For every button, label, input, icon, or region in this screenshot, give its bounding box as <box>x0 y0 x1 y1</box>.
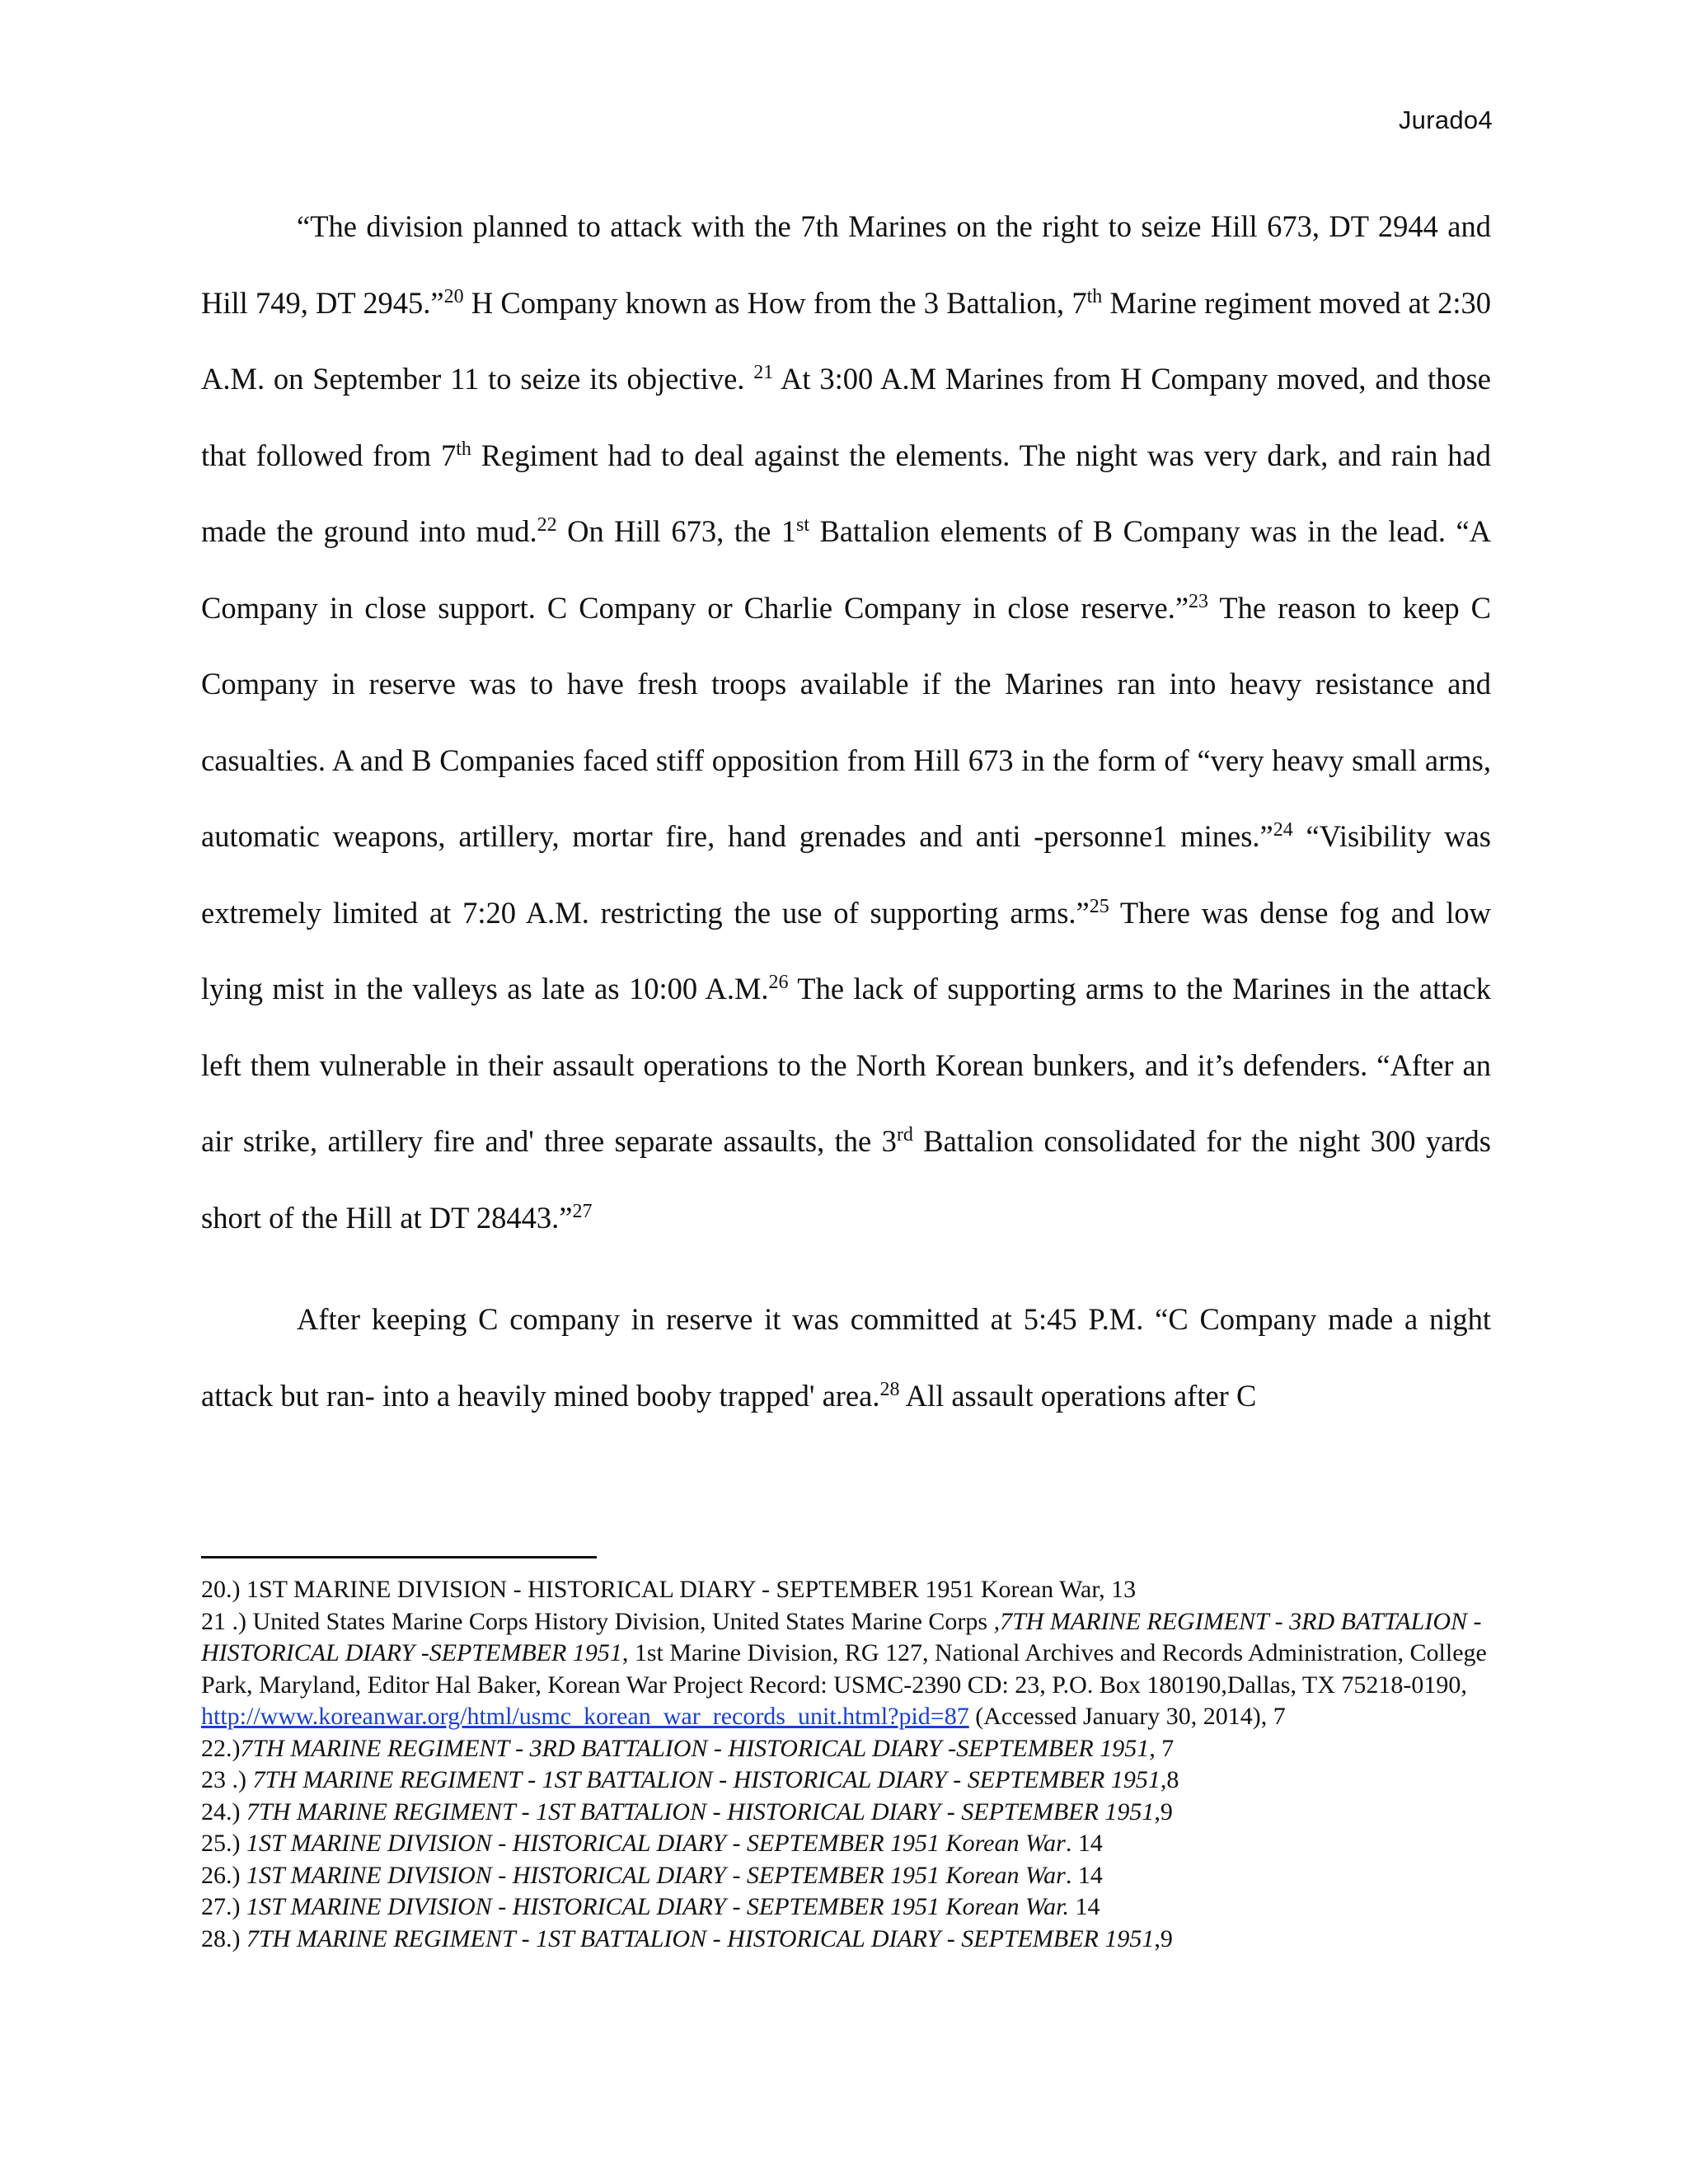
text-run: “Visibility was extremely limited at 7:20 A.M. restricting the use of supporting arms.” <box>201 819 1492 930</box>
text-run: . 14 <box>1065 1830 1103 1857</box>
footnotes <box>201 1574 1487 1955</box>
text-run: 21 .) United States Marine Corps History Division, United States Marine Corps <box>201 1607 994 1635</box>
citation-title: 7TH MARINE REGIMENT - 1ST BATTALION - HISTORICAL DIARY - SEPTEMBER 1951 <box>246 1797 1155 1825</box>
footnote-reference: 26 <box>768 972 789 993</box>
text-run: 14 <box>1069 1893 1100 1920</box>
citation-title: 7TH MARINE REGIMENT - 1ST BATTALION - HISTORICAL DIARY - SEPTEMBER 1951 <box>252 1766 1160 1793</box>
text-run: “The division planned to attack with the 7th Marines on the right to seize Hill 673, DT 2944 and Hill 749, DT 2945.” <box>201 209 1491 320</box>
text-run: Regiment had to deal against the elements. The night was very dark, and rain had made the ground into mud. <box>201 438 1491 548</box>
citation-title: 1ST MARINE DIVISION - HISTORICAL DIARY - SEPTEMBER 1951 Korean War <box>246 1830 1066 1857</box>
footnote <box>201 1891 1487 1924</box>
footnote-reference: 24 <box>1273 819 1293 841</box>
text-run: The reason to keep C Company in reserve was to have fresh troops available if the Marines ran into heavy resistance and casualties. A and B Companies faced stiff opposition from Hill 673 in the form of “very heavy small arms, automatic weapons, artillery, mortar fire, hand grenades and anti -personne1 mines.” <box>201 590 1491 853</box>
footnote-reference: th <box>456 438 471 460</box>
text-run: Battalion elements of B Company was in the lead. “A Company in close support. C Company or Charlie Company in close reserve.” <box>201 514 1492 625</box>
footnote-reference: 23 <box>1189 590 1209 612</box>
footnote-reference: 21 <box>753 362 774 383</box>
text-run: 23 .) <box>201 1766 253 1793</box>
text-run: (Accessed January 30, 2014), 7 <box>968 1703 1286 1730</box>
text-run: 22.) <box>201 1734 241 1762</box>
text-run: H Company known as How from the 3 Battalion, 7 <box>463 285 1087 320</box>
text-run: 7 <box>1155 1734 1175 1762</box>
footnote-reference: st <box>796 514 810 536</box>
text-run: After keeping C company in reserve it was committed at 5:45 P.M. “C Company made a night attack but ran- into a heavily mined booby trapped' area. <box>201 1302 1491 1413</box>
citation-title: 1ST MARINE DIVISION - HISTORICAL DIARY - SEPTEMBER 1951 Korean War <box>246 1861 1066 1889</box>
text-run: 26.) <box>201 1861 246 1889</box>
text-run: . 14 <box>1065 1861 1103 1889</box>
footnote <box>201 1765 1487 1797</box>
footnote-reference: 22 <box>537 514 557 536</box>
citation-title: 1ST MARINE DIVISION - HISTORICAL DIARY - SEPTEMBER 1951 Korean War. <box>246 1893 1070 1920</box>
paragraph <box>201 1282 1491 1434</box>
text-run: 24.) <box>201 1797 246 1825</box>
footnote <box>201 1797 1487 1829</box>
paragraph <box>201 189 1491 1256</box>
footnote-reference: th <box>1086 285 1103 307</box>
text-run: On Hill 673, the 1 <box>556 514 797 548</box>
footnote <box>201 1924 1487 1956</box>
citation-title: ,7TH MARINE REGIMENT - 3RD BATTALION - HISTORICAL DIARY -SEPTEMBER 1951 <box>201 1607 1482 1666</box>
footnote <box>201 1828 1487 1860</box>
text-run: The lack of supporting arms to the Marines in the attack left them vulnerable in their assault operations to the North Korean bunkers, and it’s defenders. “After an air strike, artillery fire and' three separate assaults, the 3 <box>201 972 1491 1158</box>
text-run: At 3:00 A.M Marines from H Company moved, and those that followed from 7 <box>201 362 1491 472</box>
footnote <box>201 1733 1487 1765</box>
footnote <box>201 1606 1487 1733</box>
text-run: All assault operations after C <box>899 1378 1257 1413</box>
footnote-reference: 27 <box>572 1200 593 1222</box>
footnote-reference: 25 <box>1089 895 1109 917</box>
text-run: 20.) 1ST MARINE DIVISION - HISTORICAL DIARY - SEPTEMBER 1951 Korean War, 13 <box>201 1576 1137 1603</box>
text-run: ,8 <box>1160 1766 1179 1793</box>
text-run: Marine regiment moved at 2:30 A.M. on September 11 to seize its objective. <box>201 285 1492 396</box>
footnote-divider <box>201 1556 597 1558</box>
text-run: 27.) <box>201 1893 246 1920</box>
citation-link[interactable]: http://www.koreanwar.org/html/usmc_korean_war_records_unit.html?pid=87 <box>201 1703 969 1730</box>
text-run: 25.) <box>201 1830 246 1857</box>
citation-title: 7TH MARINE REGIMENT - 1ST BATTALION - HISTORICAL DIARY - SEPTEMBER 1951 <box>246 1924 1155 1952</box>
text-run: There was dense fog and low lying mist in the valleys as late as 10:00 A.M. <box>201 895 1491 1005</box>
text-run: ,9 <box>1154 1924 1173 1952</box>
footnote-reference: 28 <box>879 1378 900 1400</box>
footnote-reference: 20 <box>443 285 464 307</box>
text-run: , 1st Marine Division, RG 127, National Archives and Records Administration, College Park, Maryland, Editor Hal Baker, Korean War Project Record: USMC-2390 CD: 23, P.O. Box 180190,Dallas, TX 75218-0190, <box>201 1639 1487 1699</box>
footnote <box>201 1574 1487 1606</box>
page-header: Jurado4 <box>1398 105 1493 134</box>
body-text <box>201 189 1491 1434</box>
citation-title: 7TH MARINE REGIMENT - 3RD BATTALION - HISTORICAL DIARY -SEPTEMBER 1951, <box>240 1734 1156 1762</box>
text-run: Battalion consolidated for the night 300 yards short of the Hill at DT 28443.” <box>201 1124 1491 1235</box>
text-run: ,9 <box>1154 1797 1173 1825</box>
text-run: 28.) <box>201 1924 246 1952</box>
footnote-reference: rd <box>896 1124 913 1146</box>
footnote <box>201 1860 1487 1892</box>
